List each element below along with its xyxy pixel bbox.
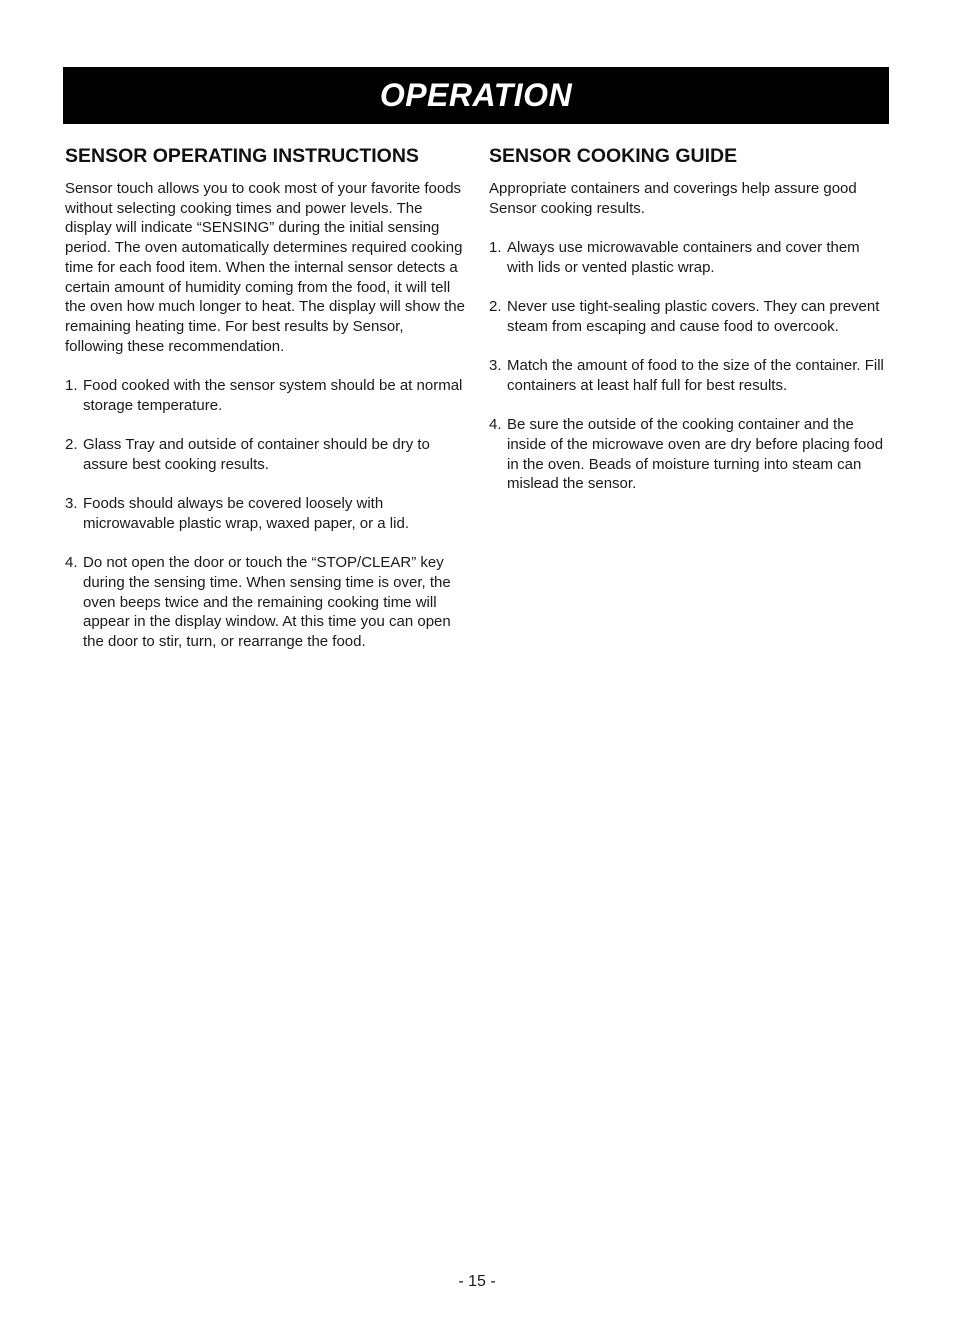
item-number: 3.	[489, 357, 502, 375]
section-banner	[63, 67, 889, 124]
intro-paragraph: Sensor touch allows you to cook most of your favorite foods without selecting cooking times and power levels. The display will indicate “SENSING” during the initial sensing period. The oven automatically determines required cooking time for each food item. When the internal sensor detects a certain amount of humidity coming from the food, it will tell the oven how much longer to heat. The display will show the remaining heating time. For best results by Sensor, following these recommendation.	[65, 180, 465, 355]
item-number: 2.	[489, 298, 502, 316]
instruction-list	[65, 376, 465, 652]
guide-list	[489, 238, 889, 494]
list-item	[65, 553, 465, 652]
intro-paragraph: Appropriate containers and coverings help assure good Sensor cooking results.	[489, 180, 857, 217]
list-item	[65, 435, 465, 474]
section-heading: SENSOR OPERATING INSTRUCTIONS	[65, 145, 419, 167]
item-number: 4.	[489, 416, 502, 434]
list-item	[489, 356, 889, 395]
item-text: Match the amount of food to the size of the container. Fill containers at least half full for best results.	[507, 357, 884, 394]
sensor-cooking-guide-section	[489, 144, 889, 514]
item-number: 2.	[65, 436, 78, 454]
item-number: 1.	[65, 377, 78, 395]
page-title: OPERATION	[379, 77, 573, 113]
list-item	[489, 297, 889, 336]
list-item	[489, 415, 889, 494]
item-text: Always use microwavable containers and cover them with lids or vented plastic wrap.	[507, 239, 860, 276]
list-item	[65, 376, 465, 415]
list-item	[489, 238, 889, 277]
sensor-operating-instructions-section	[65, 144, 465, 672]
item-text: Do not open the door or touch the “STOP/CLEAR” key during the sensing time. When sensing time is over, the oven beeps twice and the remaining cooking time will appear in the display window. At this time you can open the door to stir, turn, or rearrange the food.	[83, 554, 451, 651]
item-number: 3.	[65, 495, 78, 513]
item-number: 4.	[65, 554, 78, 572]
list-item	[65, 494, 465, 533]
item-text: Food cooked with the sensor system should be at normal storage temperature.	[83, 377, 463, 414]
item-number: 1.	[489, 239, 502, 257]
item-text: Be sure the outside of the cooking container and the inside of the microwave oven are dry before placing food in the oven. Beads of moisture turning into steam can mislead the sensor.	[507, 416, 884, 493]
item-text: Never use tight-sealing plastic covers. They can prevent steam from escaping and cause food to overcook.	[507, 298, 880, 335]
item-text: Foods should always be covered loosely with microwavable plastic wrap, waxed paper, or a lid.	[83, 495, 409, 532]
section-heading: SENSOR COOKING GUIDE	[489, 145, 738, 167]
page-number: - 15 -	[458, 1273, 496, 1290]
item-text: Glass Tray and outside of container should be dry to assure best cooking results.	[83, 436, 430, 473]
